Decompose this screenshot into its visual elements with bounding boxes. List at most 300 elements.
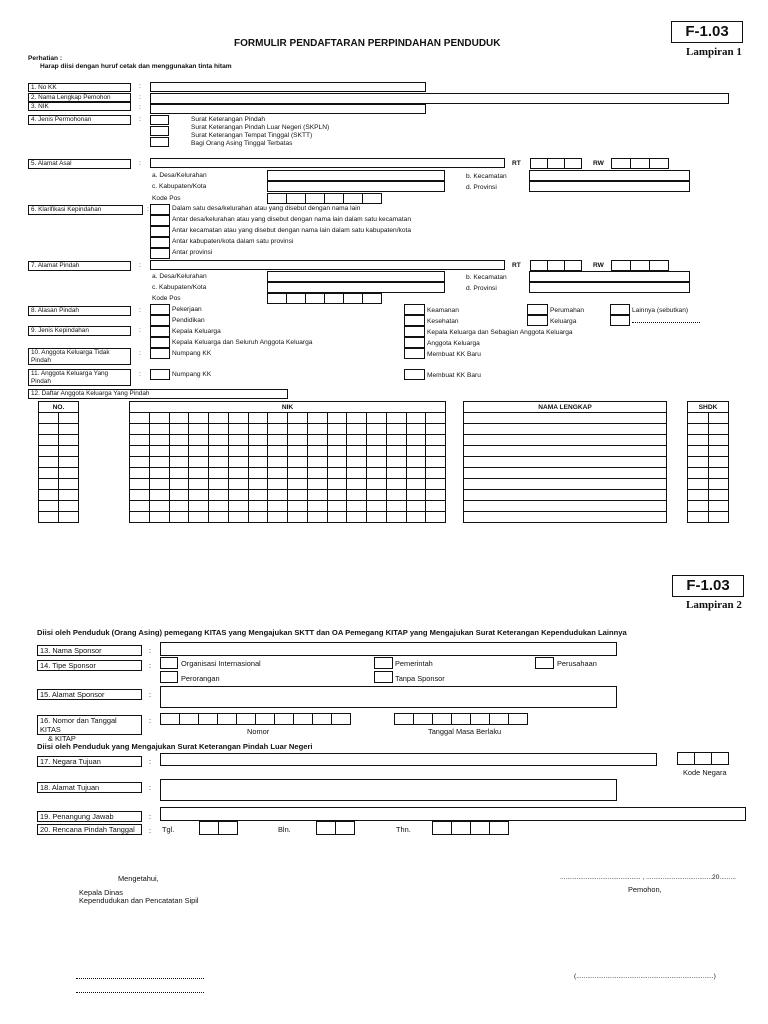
- bln-cells[interactable]: [316, 821, 354, 835]
- table-cell[interactable]: [58, 446, 78, 457]
- keluarga-checkbox[interactable]: [527, 315, 548, 326]
- lainnya-input[interactable]: [632, 322, 700, 323]
- table-row[interactable]: [130, 424, 446, 435]
- table-cell[interactable]: [288, 490, 308, 501]
- table-cell[interactable]: [386, 479, 406, 490]
- table-cell[interactable]: [39, 512, 59, 523]
- nama-column-table[interactable]: [463, 401, 667, 523]
- table-cell[interactable]: [189, 424, 209, 435]
- table-cell[interactable]: [307, 446, 327, 457]
- table-cell[interactable]: [464, 501, 667, 512]
- table-cell[interactable]: [307, 435, 327, 446]
- klasifikasi-checkbox-3[interactable]: [150, 226, 170, 237]
- table-cell[interactable]: [39, 446, 59, 457]
- table-row[interactable]: [464, 435, 667, 446]
- table-cell[interactable]: [367, 435, 387, 446]
- table-row[interactable]: [130, 435, 446, 446]
- table-cell[interactable]: [228, 457, 248, 468]
- table-cell[interactable]: [209, 424, 229, 435]
- table-cell[interactable]: [426, 501, 446, 512]
- table-cell[interactable]: [367, 413, 387, 424]
- table-cell[interactable]: [688, 457, 709, 468]
- table-cell[interactable]: [406, 501, 426, 512]
- table-row[interactable]: [39, 512, 79, 523]
- table-cell[interactable]: [169, 490, 189, 501]
- table-row[interactable]: [130, 490, 446, 501]
- table-cell[interactable]: [307, 468, 327, 479]
- kepala-dinas-signature-line[interactable]: [76, 978, 204, 979]
- table-cell[interactable]: [228, 512, 248, 523]
- table-cell[interactable]: [367, 468, 387, 479]
- table-cell[interactable]: [386, 435, 406, 446]
- table-cell[interactable]: [386, 413, 406, 424]
- table-row[interactable]: [688, 479, 729, 490]
- yang-pindah-baru-checkbox[interactable]: [404, 369, 425, 380]
- table-row[interactable]: [464, 468, 667, 479]
- table-cell[interactable]: [39, 424, 59, 435]
- table-row[interactable]: [688, 490, 729, 501]
- pindah-kabupaten-input[interactable]: [267, 282, 445, 293]
- table-cell[interactable]: [347, 457, 367, 468]
- table-cell[interactable]: [688, 479, 709, 490]
- table-cell[interactable]: [688, 446, 709, 457]
- table-cell[interactable]: [288, 512, 308, 523]
- table-cell[interactable]: [426, 435, 446, 446]
- table-cell[interactable]: [169, 435, 189, 446]
- table-cell[interactable]: [39, 479, 59, 490]
- table-row[interactable]: [130, 457, 446, 468]
- klasifikasi-checkbox-5[interactable]: [150, 248, 170, 259]
- table-cell[interactable]: [347, 446, 367, 457]
- table-cell[interactable]: [268, 468, 288, 479]
- table-cell[interactable]: [228, 413, 248, 424]
- permohonan-checkbox-3[interactable]: [150, 137, 169, 147]
- table-cell[interactable]: [149, 435, 169, 446]
- table-cell[interactable]: [406, 512, 426, 523]
- table-cell[interactable]: [248, 501, 268, 512]
- table-cell[interactable]: [149, 457, 169, 468]
- table-cell[interactable]: [688, 512, 709, 523]
- table-cell[interactable]: [307, 457, 327, 468]
- table-cell[interactable]: [426, 424, 446, 435]
- table-cell[interactable]: [268, 457, 288, 468]
- nomor-kitas-cells[interactable]: [160, 713, 350, 725]
- table-cell[interactable]: [130, 435, 150, 446]
- table-row[interactable]: [688, 468, 729, 479]
- table-cell[interactable]: [268, 501, 288, 512]
- table-row[interactable]: [130, 413, 446, 424]
- table-row[interactable]: [464, 512, 667, 523]
- table-cell[interactable]: [708, 424, 729, 435]
- table-cell[interactable]: [58, 512, 78, 523]
- table-row[interactable]: [464, 457, 667, 468]
- table-cell[interactable]: [39, 457, 59, 468]
- table-cell[interactable]: [189, 479, 209, 490]
- kepala-dinas-name-line[interactable]: [76, 992, 204, 993]
- table-cell[interactable]: [268, 435, 288, 446]
- table-cell[interactable]: [189, 413, 209, 424]
- table-cell[interactable]: [228, 490, 248, 501]
- pindah-rw-cells[interactable]: [611, 260, 668, 271]
- table-cell[interactable]: [406, 435, 426, 446]
- alamat-pindah-input[interactable]: [150, 260, 505, 270]
- table-row[interactable]: [130, 512, 446, 523]
- table-cell[interactable]: [268, 512, 288, 523]
- table-cell[interactable]: [367, 424, 387, 435]
- table-cell[interactable]: [58, 490, 78, 501]
- table-cell[interactable]: [228, 424, 248, 435]
- table-cell[interactable]: [130, 424, 150, 435]
- table-cell[interactable]: [327, 435, 347, 446]
- table-cell[interactable]: [307, 413, 327, 424]
- table-cell[interactable]: [367, 501, 387, 512]
- table-cell[interactable]: [327, 512, 347, 523]
- table-cell[interactable]: [228, 468, 248, 479]
- table-cell[interactable]: [307, 479, 327, 490]
- table-cell[interactable]: [58, 457, 78, 468]
- yang-pindah-numpang-checkbox[interactable]: [150, 369, 170, 380]
- alamat-sponsor-input[interactable]: [160, 686, 617, 708]
- table-cell[interactable]: [347, 490, 367, 501]
- table-cell[interactable]: [688, 501, 709, 512]
- table-cell[interactable]: [386, 457, 406, 468]
- table-cell[interactable]: [149, 424, 169, 435]
- nama-sponsor-input[interactable]: [160, 642, 617, 656]
- table-row[interactable]: [130, 446, 446, 457]
- nama-pemohon-input[interactable]: [150, 93, 729, 104]
- table-cell[interactable]: [169, 479, 189, 490]
- table-cell[interactable]: [209, 512, 229, 523]
- table-cell[interactable]: [688, 490, 709, 501]
- table-cell[interactable]: [464, 479, 667, 490]
- table-cell[interactable]: [426, 457, 446, 468]
- asal-desa-input[interactable]: [267, 170, 445, 181]
- table-cell[interactable]: [248, 468, 268, 479]
- keamanan-checkbox[interactable]: [404, 304, 425, 315]
- table-row[interactable]: [130, 468, 446, 479]
- table-cell[interactable]: [58, 468, 78, 479]
- table-cell[interactable]: [688, 468, 709, 479]
- table-cell[interactable]: [58, 479, 78, 490]
- table-row[interactable]: [688, 435, 729, 446]
- table-row[interactable]: [688, 512, 729, 523]
- tidak-pindah-numpang-checkbox[interactable]: [150, 348, 170, 359]
- table-cell[interactable]: [248, 424, 268, 435]
- table-cell[interactable]: [209, 413, 229, 424]
- table-row[interactable]: [464, 424, 667, 435]
- table-row[interactable]: [39, 424, 79, 435]
- table-row[interactable]: [688, 457, 729, 468]
- table-cell[interactable]: [209, 457, 229, 468]
- table-cell[interactable]: [248, 413, 268, 424]
- table-cell[interactable]: [327, 457, 347, 468]
- table-cell[interactable]: [426, 490, 446, 501]
- table-row[interactable]: [39, 490, 79, 501]
- table-row[interactable]: [464, 501, 667, 512]
- table-cell[interactable]: [347, 479, 367, 490]
- table-cell[interactable]: [386, 446, 406, 457]
- table-cell[interactable]: [169, 501, 189, 512]
- table-cell[interactable]: [406, 468, 426, 479]
- table-row[interactable]: [39, 468, 79, 479]
- no-column-table[interactable]: [38, 401, 79, 523]
- table-cell[interactable]: [130, 512, 150, 523]
- table-cell[interactable]: [367, 490, 387, 501]
- table-cell[interactable]: [288, 457, 308, 468]
- table-cell[interactable]: [288, 424, 308, 435]
- kk-all-checkbox[interactable]: [150, 337, 170, 348]
- table-cell[interactable]: [688, 413, 709, 424]
- table-cell[interactable]: [367, 446, 387, 457]
- asal-rt-cells[interactable]: [530, 158, 581, 169]
- table-cell[interactable]: [688, 435, 709, 446]
- table-cell[interactable]: [367, 512, 387, 523]
- table-cell[interactable]: [708, 512, 729, 523]
- table-cell[interactable]: [327, 501, 347, 512]
- table-cell[interactable]: [426, 413, 446, 424]
- table-cell[interactable]: [327, 424, 347, 435]
- table-cell[interactable]: [209, 501, 229, 512]
- klasifikasi-checkbox-1[interactable]: [150, 204, 170, 215]
- table-row[interactable]: [688, 424, 729, 435]
- lainnya-checkbox-2[interactable]: [610, 315, 630, 326]
- table-cell[interactable]: [209, 468, 229, 479]
- table-cell[interactable]: [189, 468, 209, 479]
- table-cell[interactable]: [228, 446, 248, 457]
- table-cell[interactable]: [708, 413, 729, 424]
- table-cell[interactable]: [130, 501, 150, 512]
- table-cell[interactable]: [189, 501, 209, 512]
- table-cell[interactable]: [39, 501, 59, 512]
- table-cell[interactable]: [149, 490, 169, 501]
- pendidikan-checkbox[interactable]: [150, 315, 170, 326]
- table-cell[interactable]: [39, 413, 59, 424]
- table-cell[interactable]: [464, 446, 667, 457]
- alamat-asal-input[interactable]: [150, 158, 505, 168]
- table-cell[interactable]: [149, 479, 169, 490]
- table-cell[interactable]: [347, 435, 367, 446]
- table-cell[interactable]: [189, 435, 209, 446]
- table-cell[interactable]: [58, 424, 78, 435]
- table-row[interactable]: [39, 446, 79, 457]
- table-cell[interactable]: [307, 490, 327, 501]
- table-cell[interactable]: [367, 479, 387, 490]
- perorangan-checkbox[interactable]: [160, 671, 178, 683]
- table-cell[interactable]: [248, 435, 268, 446]
- table-cell[interactable]: [169, 512, 189, 523]
- table-row[interactable]: [688, 446, 729, 457]
- table-cell[interactable]: [347, 413, 367, 424]
- tgl-cells[interactable]: [199, 821, 237, 835]
- table-row[interactable]: [464, 413, 667, 424]
- table-cell[interactable]: [464, 424, 667, 435]
- pindah-kecamatan-input[interactable]: [529, 271, 690, 282]
- asal-rw-cells[interactable]: [611, 158, 668, 169]
- pindah-rt-cells[interactable]: [530, 260, 581, 271]
- table-cell[interactable]: [248, 457, 268, 468]
- penanggung-input[interactable]: [160, 807, 746, 821]
- lainnya-checkbox[interactable]: [610, 304, 630, 315]
- table-cell[interactable]: [386, 512, 406, 523]
- permohonan-checkbox-2[interactable]: [150, 126, 169, 136]
- no-kk-input[interactable]: [150, 82, 426, 92]
- table-cell[interactable]: [248, 479, 268, 490]
- table-cell[interactable]: [288, 413, 308, 424]
- table-cell[interactable]: [406, 413, 426, 424]
- table-cell[interactable]: [248, 490, 268, 501]
- asal-kecamatan-input[interactable]: [529, 170, 690, 181]
- table-cell[interactable]: [426, 512, 446, 523]
- table-cell[interactable]: [386, 490, 406, 501]
- kesehatan-checkbox[interactable]: [404, 315, 425, 326]
- table-cell[interactable]: [58, 435, 78, 446]
- table-cell[interactable]: [209, 479, 229, 490]
- table-cell[interactable]: [130, 490, 150, 501]
- permohonan-checkbox-1[interactable]: [150, 115, 169, 125]
- table-cell[interactable]: [288, 501, 308, 512]
- table-cell[interactable]: [288, 468, 308, 479]
- table-cell[interactable]: [169, 457, 189, 468]
- table-cell[interactable]: [169, 468, 189, 479]
- table-cell[interactable]: [708, 468, 729, 479]
- table-cell[interactable]: [39, 435, 59, 446]
- table-cell[interactable]: [347, 468, 367, 479]
- table-cell[interactable]: [209, 435, 229, 446]
- table-cell[interactable]: [367, 457, 387, 468]
- kk-some-checkbox[interactable]: [404, 326, 425, 337]
- table-cell[interactable]: [406, 424, 426, 435]
- table-cell[interactable]: [268, 479, 288, 490]
- table-cell[interactable]: [288, 435, 308, 446]
- table-cell[interactable]: [327, 479, 347, 490]
- table-cell[interactable]: [149, 501, 169, 512]
- table-cell[interactable]: [464, 490, 667, 501]
- shdk-column-table[interactable]: [687, 401, 729, 523]
- table-cell[interactable]: [307, 501, 327, 512]
- pindah-desa-input[interactable]: [267, 271, 445, 282]
- table-row[interactable]: [130, 479, 446, 490]
- table-cell[interactable]: [209, 446, 229, 457]
- table-cell[interactable]: [464, 468, 667, 479]
- asal-kabupaten-input[interactable]: [267, 181, 445, 192]
- table-cell[interactable]: [406, 446, 426, 457]
- table-cell[interactable]: [149, 413, 169, 424]
- table-cell[interactable]: [130, 457, 150, 468]
- table-row[interactable]: [688, 501, 729, 512]
- table-cell[interactable]: [228, 479, 248, 490]
- table-cell[interactable]: [149, 468, 169, 479]
- table-cell[interactable]: [149, 446, 169, 457]
- table-cell[interactable]: [130, 479, 150, 490]
- table-cell[interactable]: [426, 479, 446, 490]
- table-cell[interactable]: [406, 490, 426, 501]
- table-cell[interactable]: [327, 468, 347, 479]
- table-cell[interactable]: [327, 490, 347, 501]
- table-cell[interactable]: [708, 446, 729, 457]
- table-cell[interactable]: [169, 413, 189, 424]
- org-int-checkbox[interactable]: [160, 657, 178, 669]
- anggota-checkbox[interactable]: [404, 337, 425, 348]
- kk-checkbox[interactable]: [150, 326, 170, 337]
- table-cell[interactable]: [39, 468, 59, 479]
- table-cell[interactable]: [708, 435, 729, 446]
- kode-negara-cells[interactable]: [677, 752, 728, 765]
- table-cell[interactable]: [347, 424, 367, 435]
- table-row[interactable]: [464, 479, 667, 490]
- table-cell[interactable]: [228, 501, 248, 512]
- negara-tujuan-input[interactable]: [160, 753, 657, 766]
- table-cell[interactable]: [386, 424, 406, 435]
- pindah-provinsi-input[interactable]: [529, 282, 690, 293]
- table-cell[interactable]: [347, 501, 367, 512]
- tidak-pindah-baru-checkbox[interactable]: [404, 348, 425, 359]
- table-cell[interactable]: [268, 490, 288, 501]
- table-row[interactable]: [464, 490, 667, 501]
- table-cell[interactable]: [149, 512, 169, 523]
- pemerintah-checkbox[interactable]: [374, 657, 393, 669]
- table-row[interactable]: [39, 479, 79, 490]
- nik-input[interactable]: [150, 104, 426, 114]
- table-cell[interactable]: [130, 446, 150, 457]
- table-cell[interactable]: [426, 446, 446, 457]
- pindah-kodepos-cells[interactable]: [267, 293, 381, 304]
- table-cell[interactable]: [169, 424, 189, 435]
- asal-provinsi-input[interactable]: [529, 181, 690, 192]
- table-cell[interactable]: [169, 446, 189, 457]
- table-cell[interactable]: [464, 413, 667, 424]
- table-cell[interactable]: [189, 446, 209, 457]
- table-cell[interactable]: [39, 490, 59, 501]
- alamat-tujuan-input[interactable]: [160, 779, 617, 801]
- table-row[interactable]: [39, 457, 79, 468]
- table-cell[interactable]: [58, 501, 78, 512]
- table-cell[interactable]: [708, 479, 729, 490]
- table-cell[interactable]: [130, 413, 150, 424]
- table-cell[interactable]: [464, 512, 667, 523]
- table-cell[interactable]: [327, 446, 347, 457]
- table-row[interactable]: [130, 501, 446, 512]
- table-cell[interactable]: [268, 413, 288, 424]
- table-cell[interactable]: [58, 413, 78, 424]
- table-cell[interactable]: [268, 424, 288, 435]
- table-cell[interactable]: [288, 446, 308, 457]
- table-cell[interactable]: [688, 424, 709, 435]
- table-cell[interactable]: [708, 501, 729, 512]
- table-cell[interactable]: [708, 490, 729, 501]
- asal-kodepos-cells[interactable]: [267, 193, 381, 204]
- table-cell[interactable]: [189, 512, 209, 523]
- table-cell[interactable]: [426, 468, 446, 479]
- table-cell[interactable]: [386, 468, 406, 479]
- table-cell[interactable]: [189, 490, 209, 501]
- klasifikasi-checkbox-4[interactable]: [150, 237, 170, 248]
- table-row[interactable]: [39, 501, 79, 512]
- table-cell[interactable]: [307, 512, 327, 523]
- table-cell[interactable]: [464, 435, 667, 446]
- table-row[interactable]: [688, 413, 729, 424]
- tanggal-masa-cells[interactable]: [394, 713, 527, 725]
- table-cell[interactable]: [347, 512, 367, 523]
- table-cell[interactable]: [464, 457, 667, 468]
- table-row[interactable]: [464, 446, 667, 457]
- table-cell[interactable]: [248, 512, 268, 523]
- table-cell[interactable]: [228, 435, 248, 446]
- table-cell[interactable]: [327, 413, 347, 424]
- table-cell[interactable]: [406, 457, 426, 468]
- table-cell[interactable]: [209, 490, 229, 501]
- table-row[interactable]: [39, 413, 79, 424]
- tanpa-sponsor-checkbox[interactable]: [374, 671, 393, 683]
